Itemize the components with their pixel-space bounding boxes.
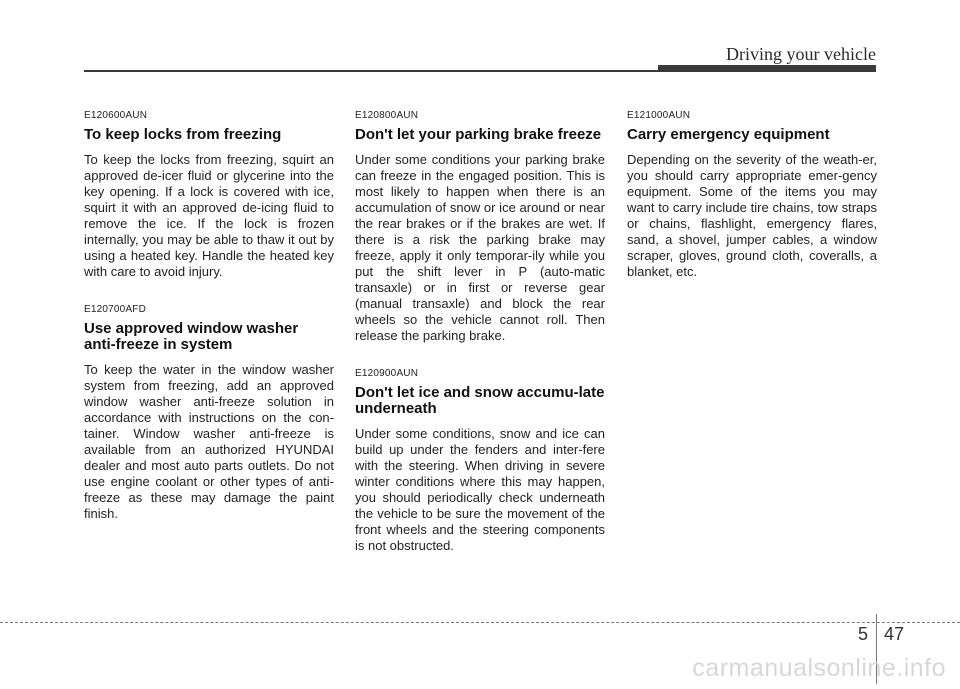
section-parking-brake	[355, 110, 605, 344]
section-code: E120900AUN	[355, 368, 419, 379]
footer-rule	[0, 622, 960, 623]
header-rule-thick	[658, 65, 876, 72]
section-code: E120800AUN	[355, 110, 419, 121]
column-3	[627, 110, 877, 304]
column-1	[84, 110, 334, 546]
section-locks	[84, 110, 334, 280]
section-washer	[84, 304, 334, 522]
section-heading: Carry emergency equipment	[627, 126, 830, 143]
section-body: To keep the water in the window washer system from freezing, add an approved window washer anti-freeze solution in accordance with instructions on the con-tainer. Window washer anti-freeze is available from an authorized HYUNDAI dealer and most auto parts outlets. Do not use engine coolant or other types of anti-freeze as these may damage the paint finish.	[84, 362, 334, 521]
column-2	[355, 110, 605, 578]
section-heading: Don't let your parking brake freeze	[355, 126, 602, 143]
section-heading: Use approved window washer anti-freeze in system	[84, 320, 299, 353]
header-rule	[84, 70, 660, 72]
page-header-title: Driving your vehicle	[726, 44, 876, 64]
section-ice-snow	[355, 368, 605, 554]
section-code: E120700AFD	[84, 304, 147, 315]
section-emergency	[627, 110, 877, 280]
section-heading: To keep locks from freezing	[84, 126, 282, 143]
section-code: E121000AUN	[627, 110, 691, 121]
watermark: carmanualsonline.info	[692, 654, 946, 682]
section-heading: Don't let ice and snow accumu-late underneath	[355, 384, 605, 417]
section-body: Under some conditions your parking brake can freeze in the engaged position. This is most likely to happen when there is an accumulation of snow or ice around or near the rear brakes or if the brakes are wet. If there is a risk the parking brake may freeze, apply it only temporar-ily while you put the shift lever in P (auto-matic transaxle) or in first or reverse gear (manual transaxle) and block the rear wheels so the vehicle cannot roll. Then release the parking brake.	[355, 152, 605, 343]
section-body: Depending on the severity of the weath-er, you should carry appropriate emer-gency equipment. Some of the items you may want to carry include tire chains, tow straps or chains, flashlight, emergency flares, sand, a shovel, jumper cables, a window scraper, gloves, ground cloth, coveralls, a blanket, etc.	[627, 152, 877, 279]
section-code: E120600AUN	[84, 110, 148, 121]
page-number: 47	[884, 624, 905, 644]
chapter-number: 5	[858, 624, 869, 644]
section-body: Under some conditions, snow and ice can build up under the fenders and inter-fere with the steering. When driving in severe winter conditions where this may happen, you should periodically check underneath the vehicle to be sure the movement of the front wheels and the steering components is not obstructed.	[355, 426, 605, 553]
section-body: To keep the locks from freezing, squirt an approved de-icer fluid or glycerine into the key opening. If a lock is covered with ice, squirt it with an approved de-icing fluid to remove the ice. If the lock is frozen internally, you may be able to thaw it out by using a heated key. Handle the heated key with care to avoid injury.	[84, 152, 334, 279]
